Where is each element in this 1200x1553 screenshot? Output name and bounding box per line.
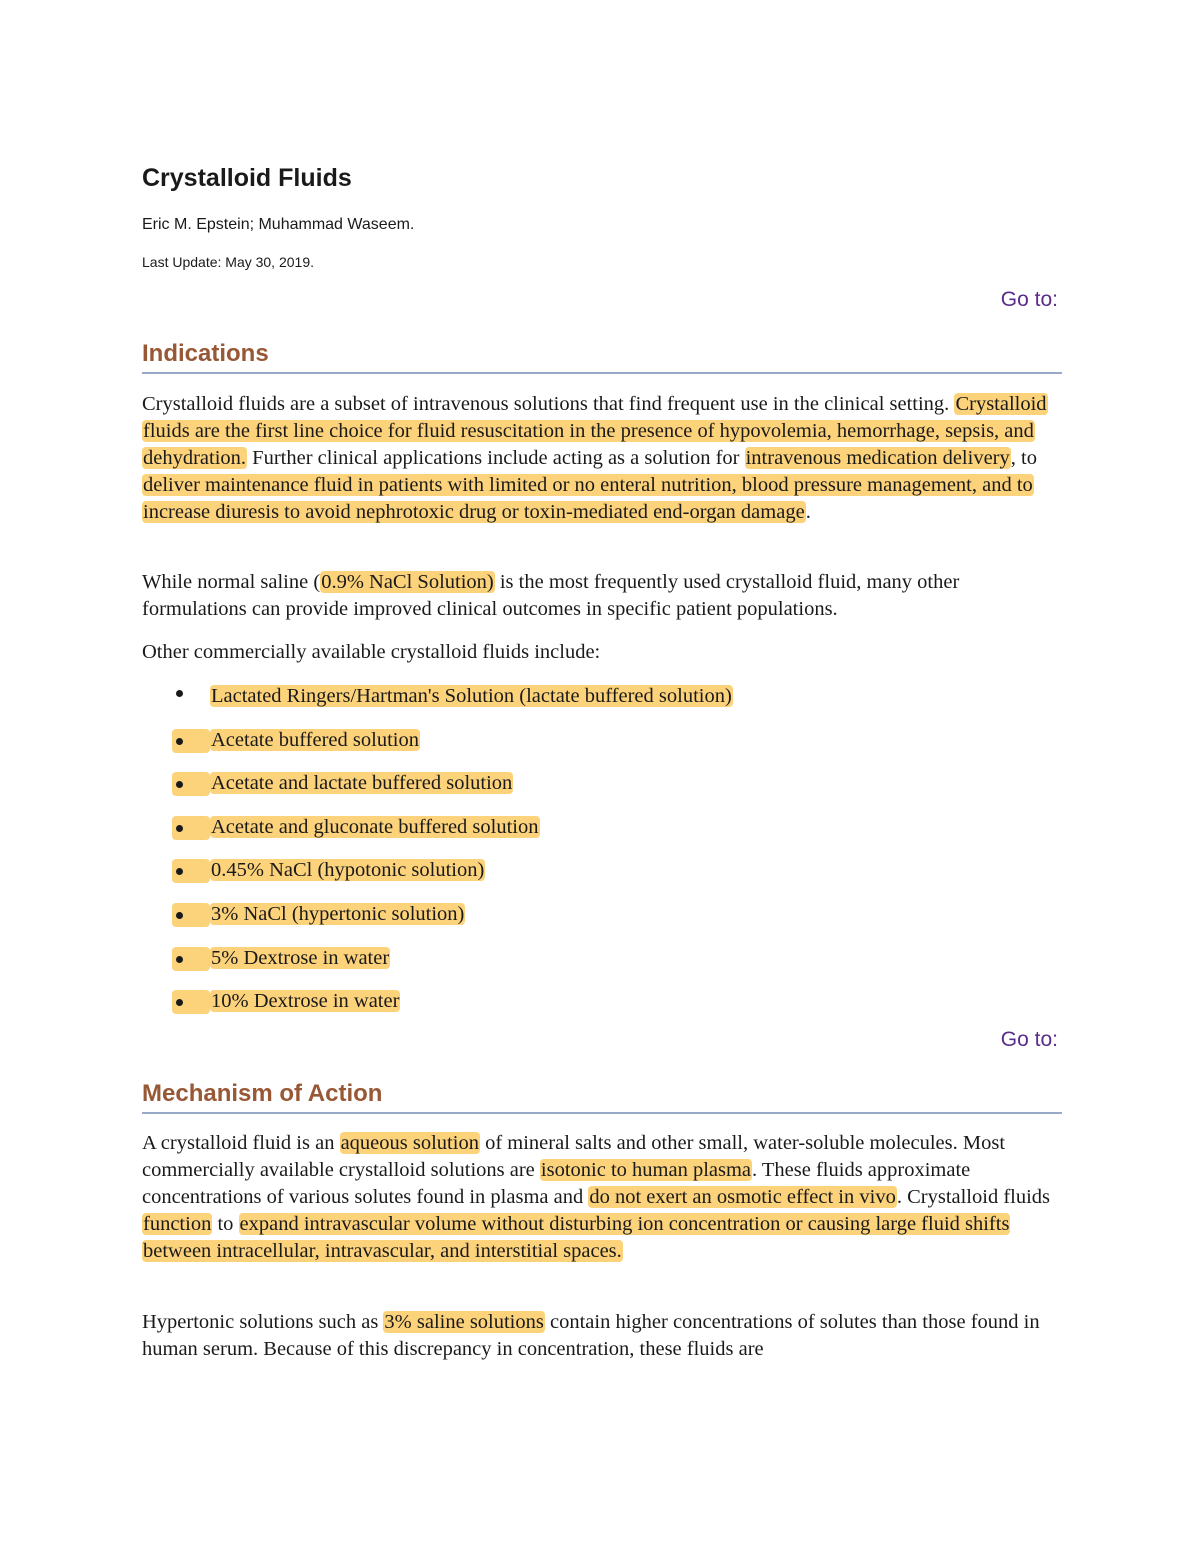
list-item — [142, 857, 1052, 901]
bullet-icon — [176, 956, 183, 963]
last-update: Last Update: May 30, 2019. — [142, 254, 314, 270]
list-item-text: Acetate buffered solution — [211, 728, 419, 751]
highlighted-text: function — [143, 1213, 212, 1235]
indications-body — [142, 391, 1052, 526]
text-run: Hypertonic solutions such as — [142, 1311, 384, 1333]
text-run: Crystalloid fluids are a subset of intravenous solutions that find frequent use in the clinical setting. — [142, 393, 955, 415]
mechanism-paragraph-2 — [142, 1309, 1052, 1363]
list-item — [142, 814, 1052, 858]
list-item-text: 5% Dextrose in water — [211, 946, 390, 969]
highlighted-text: do not exert an osmotic effect in vivo — [589, 1186, 896, 1208]
list-item — [142, 770, 1052, 814]
list-item — [142, 727, 1052, 771]
bullet-icon — [176, 825, 183, 832]
text-run: contain higher concentrations of solutes than those found in human serum. Because of this discrepancy in concentration, these fluids are — [142, 1311, 1040, 1360]
list-item-text: 10% Dextrose in water — [211, 990, 400, 1013]
text-run: . — [805, 501, 811, 523]
indications-paragraph-3-wrap — [142, 639, 1052, 666]
bullet-highlight — [172, 859, 210, 883]
article-authors: Eric M. Epstein; Muhammad Waseem. — [142, 216, 415, 233]
bullet-icon — [176, 999, 183, 1006]
highlighted-text: intravenous medication delivery — [745, 447, 1010, 469]
list-item-text: 0.45% NaCl (hypotonic solution) — [211, 859, 485, 882]
list-item — [142, 683, 1052, 727]
mechanism-paragraph-2-wrap — [142, 1309, 1052, 1363]
text-run: , to — [1010, 447, 1037, 469]
bullet-highlight — [172, 816, 210, 840]
section-heading-indications: Indications — [142, 340, 1062, 374]
bullet-icon — [176, 781, 183, 788]
text-run: to — [212, 1213, 239, 1235]
bullet-highlight — [172, 772, 210, 796]
list-item — [142, 901, 1052, 945]
highlighted-text: deliver maintenance fluid in patients with limited or no enteral nutrition, blood pressure management, and to increase diuresis to avoid nephrotoxic drug or toxin-mediated end-organ damage — [143, 474, 1033, 523]
indications-paragraph-1 — [142, 391, 1052, 526]
bullet-icon — [176, 912, 183, 919]
list-item — [142, 988, 1052, 1032]
indications-paragraph-2 — [142, 569, 1052, 623]
fluids-list — [142, 683, 1052, 1032]
list-item-text: 3% NaCl (hypertonic solution) — [211, 902, 465, 925]
bullet-icon — [176, 690, 183, 697]
text-run: A crystalloid fluid is an — [142, 1132, 340, 1154]
fluids-list-wrap — [142, 683, 1052, 1032]
text-run: of mineral salts and other small, water-soluble molecules. Most commercially available crystalloid solutions are — [142, 1132, 1006, 1181]
highlighted-text: expand intravascular volume without disturbing ion concentration or causing large fluid shifts between intracellular, intravascular, and interstitial spaces. — [143, 1213, 1010, 1262]
list-item — [142, 945, 1052, 989]
article-title: Crystalloid Fluids — [142, 164, 352, 192]
bullet-highlight — [172, 947, 210, 971]
bullet-highlight — [172, 729, 210, 753]
highlighted-text: Crystalloid fluids are the first line choice for fluid resuscitation in the presence of hypovolemia, hemorrhage, sepsis, and dehydration. — [143, 393, 1047, 469]
mechanism-paragraph-1 — [142, 1130, 1052, 1265]
highlighted-text: 3% saline solutions — [384, 1311, 544, 1333]
text-run: . Crystalloid fluids — [896, 1186, 1051, 1208]
goto-link[interactable]: Go to: — [1000, 288, 1058, 311]
list-item-text: Lactated Ringers/Hartman's Solution (lactate buffered solution) — [211, 685, 732, 707]
highlighted-text: 0.9% NaCl Solution) — [321, 571, 494, 593]
text-run: Further clinical applications include acting as a solution for — [247, 447, 745, 469]
list-item-text: Acetate and lactate buffered solution — [211, 772, 513, 795]
bullet-highlight — [172, 903, 210, 927]
indications-paragraph-2-wrap — [142, 569, 1052, 623]
text-run: is the most frequently used crystalloid fluid, many other formulations can provide improved clinical outcomes in specific patient populations. — [142, 571, 960, 620]
bullet-icon — [176, 868, 183, 875]
goto-link[interactable]: Go to: — [1000, 1028, 1058, 1051]
section-heading-mechanism: Mechanism of Action — [142, 1080, 1062, 1114]
bullet-highlight — [172, 990, 210, 1014]
mechanism-body — [142, 1130, 1052, 1265]
text-run: . These fluids approximate concentrations of various solutes found in plasma and — [142, 1159, 971, 1208]
list-item-text: Acetate and gluconate buffered solution — [211, 815, 539, 838]
indications-paragraph-3: Other commercially available crystalloid fluids include: — [142, 641, 601, 663]
highlighted-text: aqueous solution — [340, 1132, 479, 1154]
bullet-icon — [176, 738, 183, 745]
highlighted-text: isotonic to human plasma — [540, 1159, 752, 1181]
text-run: While normal saline ( — [142, 571, 321, 593]
